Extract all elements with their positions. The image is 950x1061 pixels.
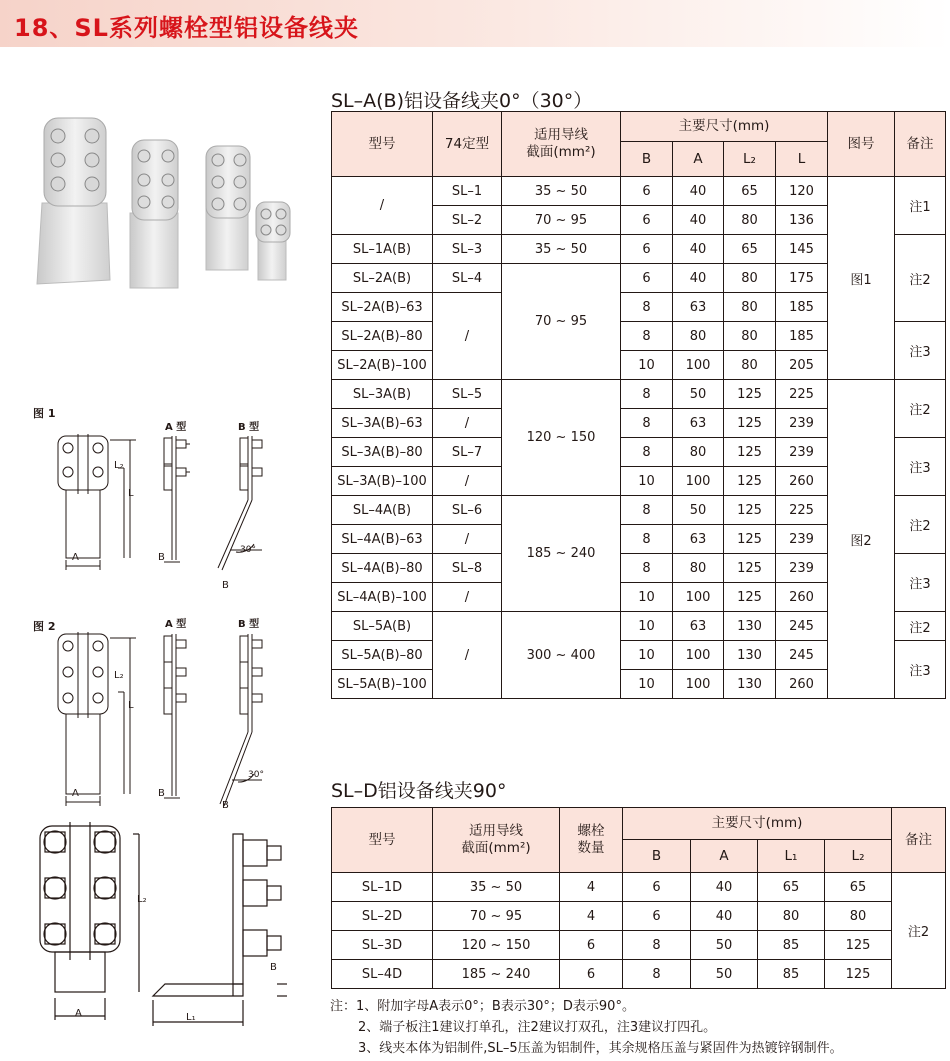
cell-b: 8 xyxy=(621,525,673,554)
cell-section: 35 ~ 50 xyxy=(502,177,621,206)
cell-b: 8 xyxy=(621,438,673,467)
cell-l: 185 xyxy=(776,293,828,322)
cell-model: SL–3A(B) xyxy=(332,380,433,409)
cell-model: SL–3A(B)–80 xyxy=(332,438,433,467)
cell-old: SL–4 xyxy=(433,264,502,293)
cell-l1: 85 xyxy=(758,931,825,960)
cell-l: 205 xyxy=(776,351,828,380)
product-photo xyxy=(22,108,314,300)
d-col-conductor-header xyxy=(433,808,560,873)
cell-l1: 65 xyxy=(758,873,825,902)
cell-b: 8 xyxy=(623,960,691,989)
cell-b: 10 xyxy=(621,467,673,496)
fig-d-drawing xyxy=(15,820,315,1045)
fig1-angle: 30° xyxy=(240,545,256,555)
cell-bolts: 6 xyxy=(560,931,623,960)
cell-bolts: 6 xyxy=(560,960,623,989)
cell-fig1: 图1 xyxy=(828,177,895,380)
cell-b: 6 xyxy=(621,206,673,235)
cell-old: SL–7 xyxy=(433,438,502,467)
cell-model: SL–2D xyxy=(332,902,433,931)
cell-remark: 注3 xyxy=(895,322,946,380)
table-row xyxy=(332,873,946,902)
d-dim-b-header: B xyxy=(623,840,691,873)
cell-old: SL–8 xyxy=(433,554,502,583)
cell-l: 260 xyxy=(776,583,828,612)
cell-b: 8 xyxy=(621,554,673,583)
cell-model: SL–3A(B)–63 xyxy=(332,409,433,438)
fig2-type-a-label: A 型 xyxy=(165,619,187,630)
cell-old: SL–2 xyxy=(433,206,502,235)
fig1-dim-l2: L₂ xyxy=(114,460,124,471)
d-col-bolts-header xyxy=(560,808,623,873)
cell-a: 50 xyxy=(673,380,724,409)
cell-a: 100 xyxy=(673,467,724,496)
d-col-model-header: 型号 xyxy=(332,808,433,873)
cell-l: 225 xyxy=(776,496,828,525)
page-title: 18、SL系列螺栓型铝设备线夹 xyxy=(14,14,359,42)
cell-section: 185 ~ 240 xyxy=(433,960,560,989)
cell-a: 40 xyxy=(691,873,758,902)
d-dim-l1-header: L₁ xyxy=(758,840,825,873)
table-row xyxy=(332,177,946,206)
cell-l: 175 xyxy=(776,264,828,293)
cell-model: SL–2A(B)–80 xyxy=(332,322,433,351)
cell-old: / xyxy=(433,467,502,496)
fig1-dim-l: L xyxy=(128,488,134,499)
fig-d-dim-a: A xyxy=(75,1008,82,1019)
cell-model: SL–4A(B)–63 xyxy=(332,525,433,554)
fig-d-dim-l1: L₁ xyxy=(186,1012,196,1023)
cell-l1: 80 xyxy=(758,902,825,931)
cell-l2: 130 xyxy=(724,612,776,641)
d-bolts-line2: 数量 xyxy=(577,840,605,856)
d-col-remark-header: 备注 xyxy=(892,808,946,873)
dim-l2-header: L₂ xyxy=(724,142,776,177)
cell-remark: 注1 xyxy=(895,177,946,235)
cell-a: 80 xyxy=(673,554,724,583)
cell-b: 8 xyxy=(621,322,673,351)
cell-model: SL–4A(B)–100 xyxy=(332,583,433,612)
cell-l2: 80 xyxy=(724,351,776,380)
cell-model: SL–4A(B) xyxy=(332,496,433,525)
fig2-angle: 30° xyxy=(248,770,264,780)
cell-section: 35 ~ 50 xyxy=(502,235,621,264)
cell-b: 10 xyxy=(621,641,673,670)
cell-section: 120 ~ 150 xyxy=(433,931,560,960)
header-banner xyxy=(0,0,950,47)
cell-section: 185 ~ 240 xyxy=(502,496,621,612)
cell-section: 120 ~ 150 xyxy=(502,380,621,496)
cell-a: 100 xyxy=(673,351,724,380)
d-bolts-line1: 螺栓 xyxy=(577,823,605,839)
fig2-dim-l: L xyxy=(128,700,134,711)
cell-a: 50 xyxy=(691,931,758,960)
table-row xyxy=(332,931,946,960)
col-old-model-header: 74定型 xyxy=(433,112,502,177)
cell-a: 50 xyxy=(691,960,758,989)
cell-b: 8 xyxy=(621,293,673,322)
cell-l2: 125 xyxy=(724,583,776,612)
cell-a: 80 xyxy=(673,438,724,467)
fig2-dim-a: A xyxy=(72,788,79,799)
cell-a: 63 xyxy=(673,409,724,438)
cell-l2: 125 xyxy=(724,554,776,583)
cell-old: / xyxy=(433,525,502,554)
fig2-dim-b2: B xyxy=(222,800,229,811)
cell-section: 35 ~ 50 xyxy=(433,873,560,902)
cell-l2: 125 xyxy=(724,438,776,467)
cell-l2: 125 xyxy=(724,409,776,438)
cell-l: 185 xyxy=(776,322,828,351)
cell-l: 120 xyxy=(776,177,828,206)
fig1-drawing xyxy=(40,430,310,595)
cell-old: SL–3 xyxy=(433,235,502,264)
cell-b: 8 xyxy=(621,409,673,438)
fig2-label: 图 2 xyxy=(33,620,56,633)
cell-b: 10 xyxy=(621,670,673,699)
cell-l2: 125 xyxy=(724,496,776,525)
cell-a: 63 xyxy=(673,293,724,322)
cell-l: 260 xyxy=(776,467,828,496)
cell-l: 260 xyxy=(776,670,828,699)
cell-remark: 注2 xyxy=(895,496,946,554)
cell-a: 40 xyxy=(673,264,724,293)
fig1-type-b-label: B 型 xyxy=(238,422,260,433)
cell-l2: 80 xyxy=(825,902,892,931)
col-remark-header: 备注 xyxy=(895,112,946,177)
cell-b: 8 xyxy=(623,931,691,960)
cell-a: 100 xyxy=(673,641,724,670)
cell-b: 8 xyxy=(621,496,673,525)
cell-l2: 125 xyxy=(724,525,776,554)
cell-model: SL–1A(B) xyxy=(332,235,433,264)
cell-a: 40 xyxy=(691,902,758,931)
main-dims-header: 主要尺寸(mm) xyxy=(621,112,828,142)
cell-l: 239 xyxy=(776,409,828,438)
fig1-dim-a: A xyxy=(72,552,79,563)
cell-b: 6 xyxy=(621,235,673,264)
table-row xyxy=(332,960,946,989)
cell-remark: 注3 xyxy=(895,641,946,699)
cell-old: / xyxy=(433,409,502,438)
fig2-type-b-label: B 型 xyxy=(238,619,260,630)
cell-section: 70 ~ 95 xyxy=(502,264,621,380)
cell-bolts: 4 xyxy=(560,902,623,931)
table-row xyxy=(332,902,946,931)
dim-b-header: B xyxy=(621,142,673,177)
cell-section: 300 ~ 400 xyxy=(502,612,621,699)
cell-l2: 130 xyxy=(724,670,776,699)
cell-remark: 注2 xyxy=(895,235,946,322)
cell-l: 239 xyxy=(776,554,828,583)
cell-a: 40 xyxy=(673,206,724,235)
section-d-title: SL–D铝设备线夹90° xyxy=(331,780,507,802)
section-a-title: SL–A(B)铝设备线夹0°（30°） xyxy=(331,90,593,112)
cell-a: 40 xyxy=(673,177,724,206)
d-conductor-line2: 截面(mm²) xyxy=(461,840,531,856)
cell-l: 136 xyxy=(776,206,828,235)
cell-model: SL–5A(B)–80 xyxy=(332,641,433,670)
conductor-header-line2: 截面(mm²) xyxy=(526,144,596,160)
cell-l: 245 xyxy=(776,612,828,641)
cell-old: / xyxy=(433,583,502,612)
cell-l2: 65 xyxy=(724,235,776,264)
cell-l2: 65 xyxy=(825,873,892,902)
fig1-type-a-label: A 型 xyxy=(165,422,187,433)
fig-d-dim-b: B xyxy=(270,962,277,973)
cell-l: 239 xyxy=(776,525,828,554)
cell-model: SL–3D xyxy=(332,931,433,960)
cell-a: 80 xyxy=(673,322,724,351)
d-dim-l2-header: L₂ xyxy=(825,840,892,873)
col-model-header: 型号 xyxy=(332,112,433,177)
cell-model: SL–3A(B)–100 xyxy=(332,467,433,496)
cell-remark: 注3 xyxy=(895,438,946,496)
cell-l2: 130 xyxy=(724,641,776,670)
cell-model: SL–5A(B) xyxy=(332,612,433,641)
cell-b: 6 xyxy=(621,264,673,293)
section-d-table xyxy=(331,807,946,989)
cell-l: 145 xyxy=(776,235,828,264)
cell-old: SL–6 xyxy=(433,496,502,525)
note-3: 3、线夹本体为铝制件,SL–5压盖为铝制件，其余规格压盖与紧固件为热镀锌钢制件。 xyxy=(358,1041,843,1056)
cell-l2: 80 xyxy=(724,322,776,351)
cell-b: 6 xyxy=(621,177,673,206)
cell-a: 63 xyxy=(673,525,724,554)
col-conductor-header xyxy=(502,112,621,177)
cell-b: 6 xyxy=(623,902,691,931)
cell-l: 225 xyxy=(776,380,828,409)
cell-model: SL–5A(B)–100 xyxy=(332,670,433,699)
cell-a: 50 xyxy=(673,496,724,525)
cell-l2: 80 xyxy=(724,264,776,293)
cell-old: / xyxy=(433,612,502,699)
notes xyxy=(330,996,843,1059)
d-dim-a-header: A xyxy=(691,840,758,873)
cell-l1: 85 xyxy=(758,960,825,989)
cell-model: SL–2A(B)–63 xyxy=(332,293,433,322)
section-a-table xyxy=(331,111,946,699)
fig1-label: 图 1 xyxy=(33,407,56,420)
cell-b: 10 xyxy=(621,351,673,380)
cell-l2: 80 xyxy=(724,293,776,322)
cell-old: SL–5 xyxy=(433,380,502,409)
cell-l2: 125 xyxy=(724,467,776,496)
cell-l2: 125 xyxy=(724,380,776,409)
fig-d-dim-l2: L₂ xyxy=(137,894,147,905)
fig2-drawing xyxy=(40,628,310,818)
d-conductor-line1: 适用导线 xyxy=(469,823,523,839)
cell-section: 70 ~ 95 xyxy=(433,902,560,931)
fig1-dim-b2: B xyxy=(222,580,229,591)
cell-model: SL–2A(B)–100 xyxy=(332,351,433,380)
cell-old: SL–1 xyxy=(433,177,502,206)
cell-b: 10 xyxy=(621,612,673,641)
cell-model: SL–1D xyxy=(332,873,433,902)
cell-a: 63 xyxy=(673,612,724,641)
cell-remark: 注2 xyxy=(892,873,946,989)
fig2-dim-b: B xyxy=(158,788,165,799)
cell-l2: 125 xyxy=(825,960,892,989)
note-2: 2、端子板注1建议打单孔，注2建议打双孔，注3建议打四孔。 xyxy=(358,1020,717,1035)
cell-b: 6 xyxy=(623,873,691,902)
dim-l-header: L xyxy=(776,142,828,177)
cell-l2: 80 xyxy=(724,206,776,235)
cell-l2: 65 xyxy=(724,177,776,206)
cell-model: SL–2A(B) xyxy=(332,264,433,293)
cell-a: 100 xyxy=(673,670,724,699)
conductor-header-line1: 适用导线 xyxy=(534,127,588,143)
note-1: 注：1、附加字母A表示0°；B表示30°；D表示90°。 xyxy=(330,999,635,1014)
cell-b: 8 xyxy=(621,380,673,409)
cell-model: SL–4D xyxy=(332,960,433,989)
table-row xyxy=(332,380,946,409)
cell-remark: 注2 xyxy=(895,612,946,641)
fig1-dim-b: B xyxy=(158,552,165,563)
cell-l: 245 xyxy=(776,641,828,670)
cell-l: 239 xyxy=(776,438,828,467)
cell-remark: 注2 xyxy=(895,380,946,438)
fig2-dim-l2: L₂ xyxy=(114,670,124,681)
cell-fig2: 图2 xyxy=(828,380,895,699)
d-main-dims-header: 主要尺寸(mm) xyxy=(623,808,892,840)
cell-a: 40 xyxy=(673,235,724,264)
cell-model: SL–4A(B)–80 xyxy=(332,554,433,583)
dim-a-header: A xyxy=(673,142,724,177)
col-fig-header: 图号 xyxy=(828,112,895,177)
cell-bolts: 4 xyxy=(560,873,623,902)
cell-remark: 注3 xyxy=(895,554,946,612)
cell-b: 10 xyxy=(621,583,673,612)
cell-l2: 125 xyxy=(825,931,892,960)
cell-old: / xyxy=(433,293,502,380)
cell-a: 100 xyxy=(673,583,724,612)
cell-section: 70 ~ 95 xyxy=(502,206,621,235)
cell-model: / xyxy=(332,177,433,235)
